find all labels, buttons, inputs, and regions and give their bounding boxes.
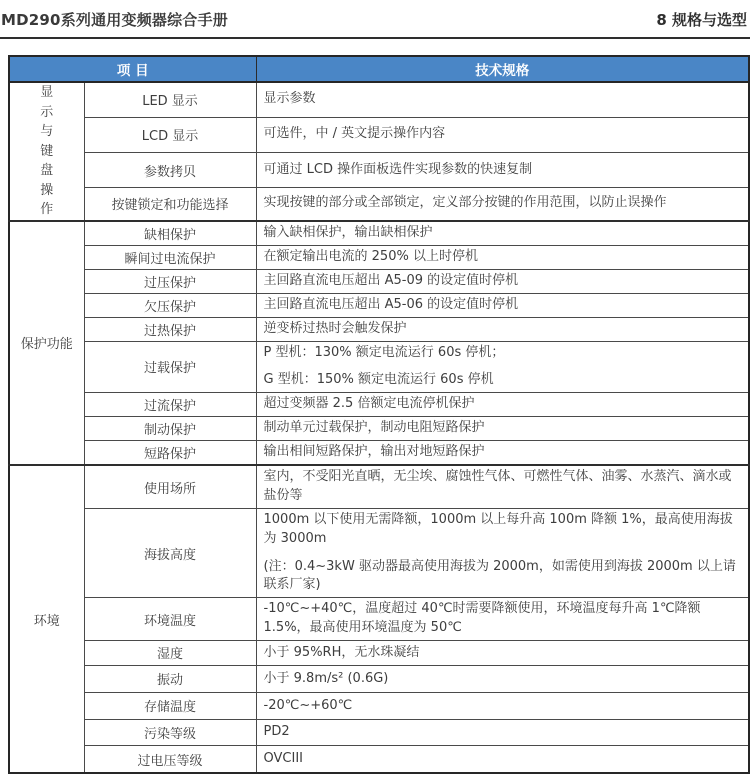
column-header-spec: 技术规格 (256, 56, 749, 82)
spec-cell (256, 745, 749, 773)
table-row (9, 465, 749, 508)
table-row (9, 341, 749, 393)
spec-cell (256, 417, 749, 441)
table-row (9, 719, 749, 745)
spec-cell (256, 665, 749, 692)
item-cell: 过电压等级 (84, 745, 256, 773)
page-header (0, 0, 750, 30)
manual-title: MD290系列通用变频器综合手册 (1, 11, 228, 29)
item-cell: 使用场所 (84, 465, 256, 508)
spec-cell (256, 188, 749, 221)
item-cell: 污染等级 (84, 719, 256, 745)
table-row (9, 221, 749, 246)
spec-line: 主回路直流电压超出 A5-09 的设定值时停机 (263, 272, 519, 288)
item-cell: 振动 (84, 665, 256, 692)
spec-line: 逆变桥过热时会触发保护 (263, 320, 407, 336)
spec-line: P 型机：130% 额定电流运行 60s 停机； (263, 344, 505, 360)
spec-line: 可通过 LCD 操作面板选件实现参数的快速复制 (263, 161, 533, 177)
column-header-item: 项 目 (9, 56, 256, 82)
spec-cell (256, 441, 749, 466)
spec-line: 实现按键的部分或全部锁定，定义部分按键的作用范围，以防止误操作 (263, 195, 667, 211)
table-row (9, 117, 749, 152)
item-cell: 参数拷贝 (84, 153, 256, 188)
table-row (9, 393, 749, 417)
chapter-title: 8 规格与选型 (656, 11, 747, 29)
spec-line: 1000m 以下使用无需降额，1000m 以上每升高 100m 降额 1%，最高使用海拔为 3000m (263, 511, 733, 546)
table-row (9, 640, 749, 665)
spec-cell (256, 245, 749, 269)
table-row (9, 153, 749, 188)
spec-cell (256, 393, 749, 417)
table-row (9, 508, 749, 597)
item-cell: 过流保护 (84, 393, 256, 417)
item-cell: 瞬间过电流保护 (84, 245, 256, 269)
item-cell: 湿度 (84, 640, 256, 665)
spec-line: 显示参数 (263, 91, 316, 107)
spec-cell (256, 82, 749, 117)
item-cell: 存储温度 (84, 692, 256, 719)
table-row (9, 441, 749, 466)
table-header-row (9, 56, 749, 82)
group-label: 保护功能 (20, 337, 73, 353)
spec-cell (256, 317, 749, 341)
table-row (9, 745, 749, 773)
spec-line: -20℃~+60℃ (263, 697, 353, 713)
spec-line: OVCIII (263, 750, 303, 766)
item-cell: 环境温度 (84, 598, 256, 641)
table-row (9, 665, 749, 692)
item-cell: LCD 显示 (84, 117, 256, 152)
item-cell: 按键锁定和功能选择 (84, 188, 256, 221)
spec-line: 输入缺相保护，输出缺相保护 (263, 224, 433, 240)
spec-cell (256, 692, 749, 719)
spec-cell (256, 719, 749, 745)
table-row (9, 417, 749, 441)
spec-cell (256, 117, 749, 152)
table-row (9, 245, 749, 269)
item-cell: 过压保护 (84, 269, 256, 293)
item-cell: 海拔高度 (84, 508, 256, 597)
spec-cell (256, 598, 749, 641)
header-rule (0, 37, 750, 39)
group-cell-environment (9, 465, 84, 773)
spec-line: 超过变频器 2.5 倍额定电流停机保护 (263, 396, 475, 412)
spec-line: -10℃~+40℃，温度超过 40℃时需要降额使用，环境温度每升高 1℃降额 1.5%，最高使用环境温度为 50℃ (263, 601, 701, 636)
item-cell: 缺相保护 (84, 221, 256, 246)
spec-cell (256, 341, 749, 393)
spec-cell (256, 153, 749, 188)
table-row (9, 692, 749, 719)
item-cell: 过载保护 (84, 341, 256, 393)
item-cell: LED 显示 (84, 82, 256, 117)
spec-line: 制动单元过载保护，制动电阻短路保护 (263, 420, 485, 436)
spec-line: 可选件，中 / 英文提示操作内容 (263, 126, 446, 142)
spec-line: 小于 95%RH，无水珠凝结 (263, 644, 420, 660)
spec-cell (256, 269, 749, 293)
spec-cell (256, 508, 749, 597)
spec-line: 室内，不受阳光直晒，无尘埃、腐蚀性气体、可燃性气体、油雾、水蒸汽、滴水或盐份等 (263, 469, 732, 504)
table-row (9, 269, 749, 293)
spec-line: (注：0.4~3kW 驱动器最高使用海拔为 2000m，如需使用到海拔 2000m 以上请联系厂家) (263, 558, 736, 593)
item-cell: 欠压保护 (84, 293, 256, 317)
spec-cell (256, 640, 749, 665)
specification-table (8, 55, 750, 774)
spec-cell (256, 465, 749, 508)
spec-line: G 型机：150% 额定电流运行 60s 停机 (263, 372, 494, 388)
spec-line: 小于 9.8m/s² (0.6G) (263, 670, 389, 686)
spec-cell (256, 221, 749, 246)
item-cell: 过热保护 (84, 317, 256, 341)
spec-line: 输出相间短路保护，输出对地短路保护 (263, 444, 485, 460)
group-label: 显示与键盘操作 (40, 85, 54, 217)
group-label: 环境 (33, 613, 60, 629)
group-cell-display-keypad (9, 82, 84, 221)
spec-line: 在额定输出电流的 250% 以上时停机 (263, 248, 478, 264)
group-cell-protection (9, 221, 84, 466)
table-row (9, 598, 749, 641)
spec-line: 主回路直流电压超出 A5-06 的设定值时停机 (263, 296, 519, 312)
spec-line: PD2 (263, 724, 290, 740)
table-row (9, 293, 749, 317)
spec-cell (256, 293, 749, 317)
table-row (9, 188, 749, 221)
table-row (9, 82, 749, 117)
table-row (9, 317, 749, 341)
item-cell: 短路保护 (84, 441, 256, 466)
item-cell: 制动保护 (84, 417, 256, 441)
